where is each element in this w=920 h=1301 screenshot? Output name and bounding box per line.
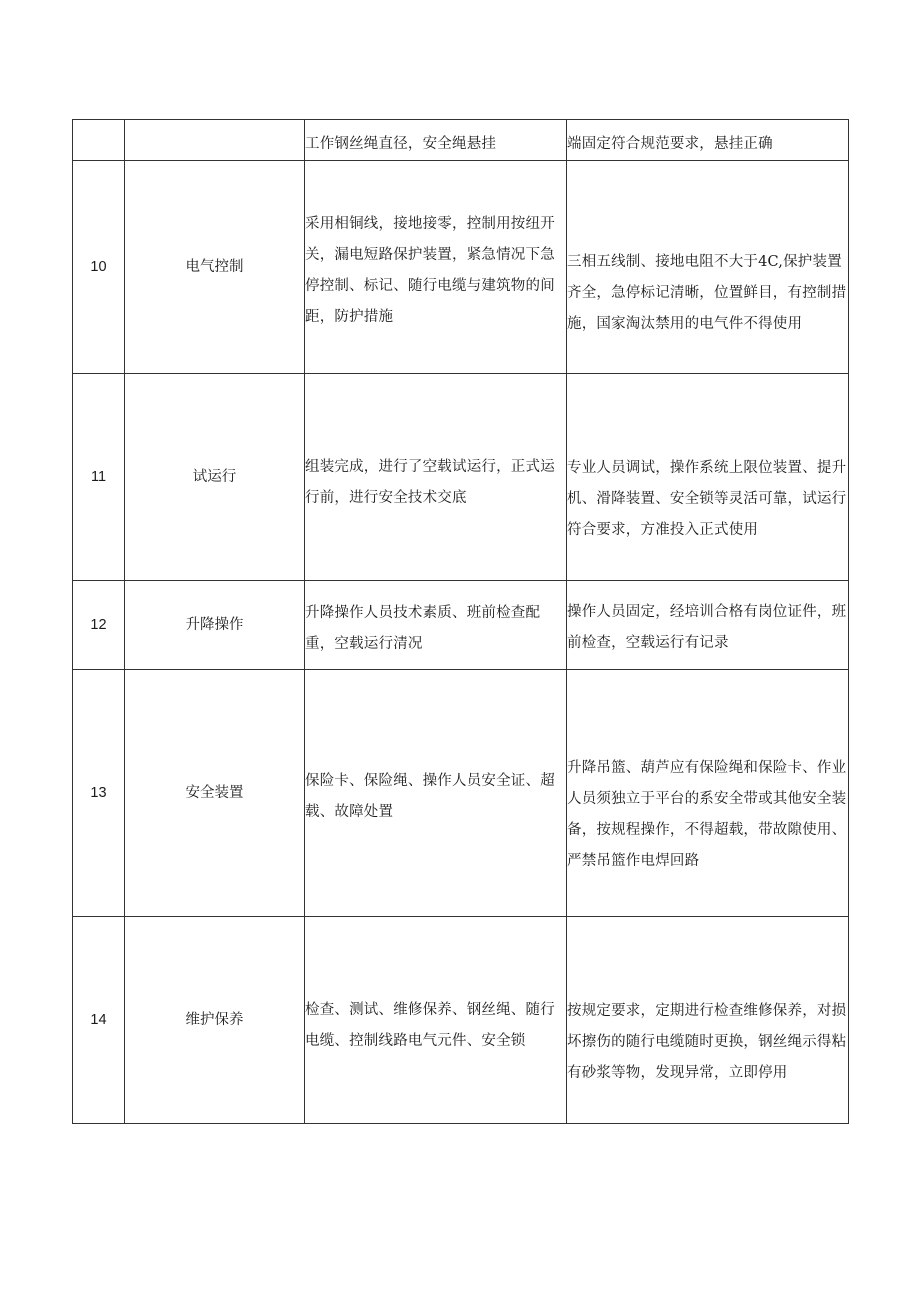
inspection-content-text: 采用相铜线，接地接零，控制用按纽开关，漏电短路保护装置，紧急情况下急停控制、标记、随行电缆与建筑物的间距，防护措施 [305, 216, 555, 325]
inspection-requirement-text: 端固定符合规范要求，悬挂正确 [567, 136, 773, 152]
inspection-requirement-text: 升降吊篮、葫芦应有保险绳和保险卡、作业人员须独立于平台的系安全带或其他安全装备，按规程操作，不得超载，带故隙使用、严禁吊篮作电焊回路 [567, 760, 847, 869]
inspection-content [305, 161, 567, 374]
inspection-content [305, 581, 567, 670]
inspection-content-text: 保险卡、保险绳、操作人员安全证、超载、故障处置 [305, 773, 555, 820]
table-row [73, 374, 849, 581]
inspection-content [305, 120, 567, 161]
inspection-item: 升降操作 [125, 581, 305, 670]
inspection-requirement-text: 三相五线制、接地电阻不大于4C,保护装置齐全，急停标记清晰，位置鲜目，有控制措施，国家淘汰禁用的电气件不得使用 [567, 253, 847, 332]
inspection-item: 维护保养 [125, 917, 305, 1124]
inspection-requirement [567, 581, 849, 670]
inspection-item: 安全装置 [125, 670, 305, 917]
row-number: 11 [73, 374, 125, 581]
inspection-content-text: 升降操作人员技术素质、班前检查配重，空载运行清况 [305, 605, 541, 652]
inspection-requirement-text: 操作人员固定，经培训合格有岗位证件，班前检查，空载运行有记录 [567, 604, 847, 651]
table-row [73, 120, 849, 161]
inspection-item: 试运行 [125, 374, 305, 581]
inspection-item: 电气控制 [125, 161, 305, 374]
inspection-requirement [567, 374, 849, 581]
inspection-requirement [567, 670, 849, 917]
row-number [73, 120, 125, 161]
row-number: 14 [73, 917, 125, 1124]
inspection-content-text: 检查、测试、维修保养、钢丝绳、随行电缆、控制线路电气元件、安全锁 [305, 1002, 555, 1049]
inspection-content-text: 工作钢丝绳直径，安全绳悬挂 [305, 136, 497, 152]
inspection-content [305, 670, 567, 917]
table-row [73, 670, 849, 917]
inspection-requirement-text: 专业人员调试，操作系统上限位装置、提升机、滑降装置、安全锁等灵活可靠，试运行符合要求，方准投入正式使用 [567, 459, 847, 538]
inspection-content [305, 374, 567, 581]
inspection-requirement [567, 120, 849, 161]
row-number: 10 [73, 161, 125, 374]
row-number: 13 [73, 670, 125, 917]
table-row [73, 581, 849, 670]
inspection-item [125, 120, 305, 161]
inspection-requirement [567, 917, 849, 1124]
row-number: 12 [73, 581, 125, 670]
table-row [73, 917, 849, 1124]
inspection-requirement-text: 按规定要求，定期进行检查维修保养，对损坏擦伤的随行电缆随时更换，钢丝绳示得粘有砂浆等物，发现异常，立即停用 [567, 1002, 847, 1081]
inspection-requirement [567, 161, 849, 374]
inspection-content [305, 917, 567, 1124]
table-row [73, 161, 849, 374]
inspection-content-text: 组装完成，进行了空载试运行，正式运行前，进行安全技术交底 [305, 459, 555, 506]
inspection-table [72, 119, 849, 1124]
